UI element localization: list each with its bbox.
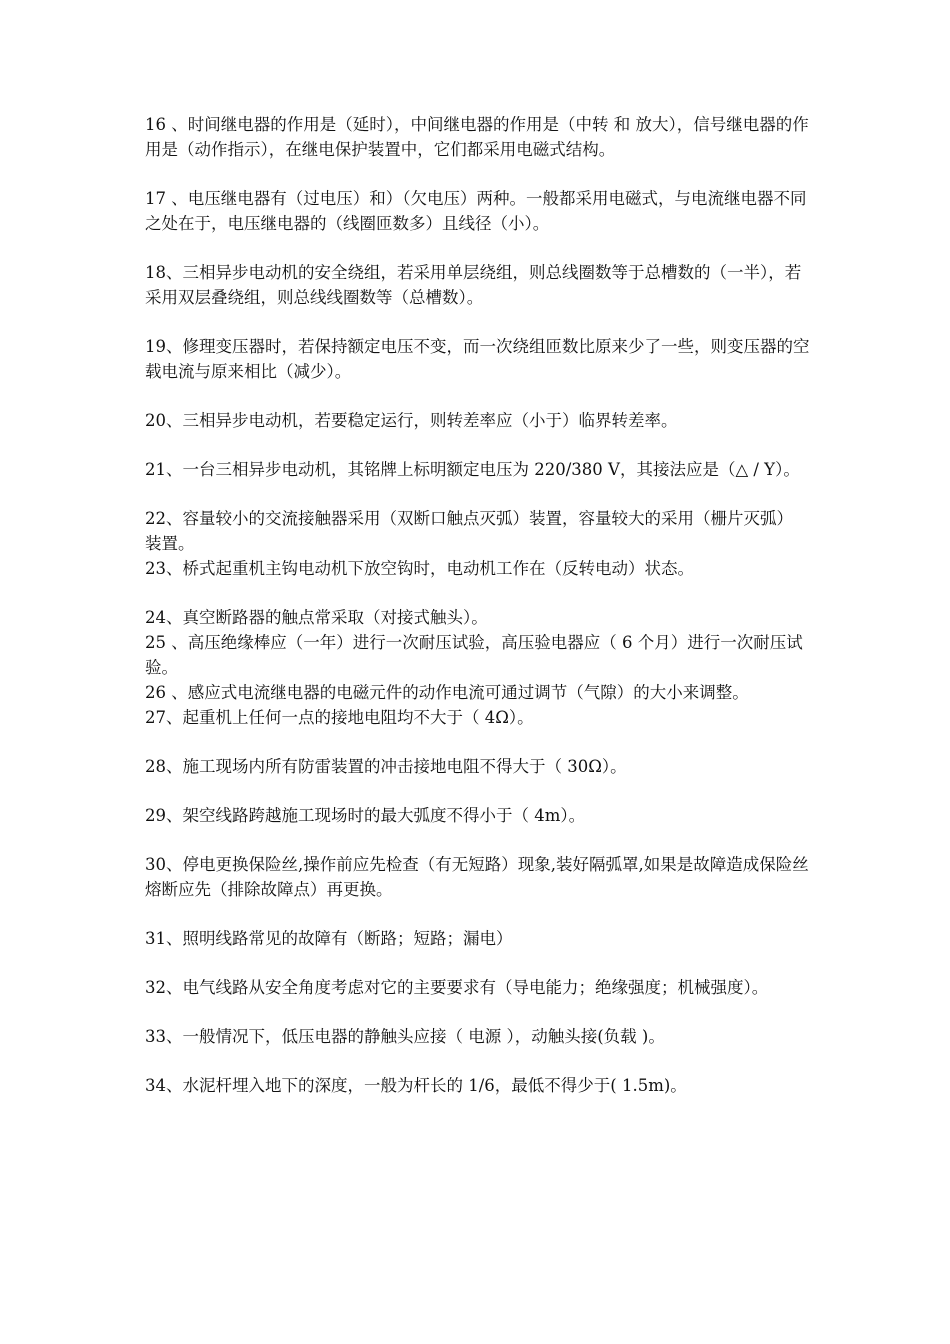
list-item-19: 19、修理变压器时，若保持额定电压不变，而一次绕组匝数比原来少了一些，则变压器的空载电流与原来相比（减少）。	[145, 337, 810, 381]
list-item-21: 21、一台三相异步电动机，其铭牌上标明额定电压为 220/380 V，其接法应是（△ / Y）。	[145, 460, 800, 479]
list-item-24: 24、真空断路器的触点常采取（对接式触头）。	[145, 608, 488, 627]
list-item-28: 28、施工现场内所有防雷装置的冲击接地电阻不得大于（ 30Ω）。	[145, 757, 627, 776]
list-item-23: 23、桥式起重机主钩电动机下放空钩时，电动机工作在（反转电动）状态。	[145, 559, 694, 578]
list-item-25: 25 、高压绝缘棒应（一年）进行一次耐压试验，高压验电器应（ 6 个月）进行一次耐压试验。	[145, 633, 803, 677]
list-item-29: 29、架空线路跨越施工现场时的最大弧度不得小于（ 4m）。	[145, 806, 586, 825]
list-item-18: 18、三相异步电动机的安全绕组，若采用单层绕组，则总线圈数等于总槽数的（一半），若采用双层叠绕组，则总线线圈数等（总槽数）。	[145, 263, 802, 307]
list-item-20: 20、三相异步电动机，若要稳定运行，则转差率应（小于）临界转差率。	[145, 411, 678, 430]
list-item-26: 26 、感应式电流继电器的电磁元件的动作电流可通过调节（气隙）的大小来调整。	[145, 683, 749, 702]
list-item-16: 16 、时间继电器的作用是（延时），中间继电器的作用是（中转 和 放大），信号继电器的作用是（动作指示），在继电保护装置中，它们都采用电磁式结构。	[145, 115, 809, 159]
list-item-30: 30、停电更换保险丝,操作前应先检查（有无短路）现象,装好隔弧罩,如果是故障造成保险丝熔断应先（排除故障点）再更换。	[145, 855, 809, 899]
list-item-22: 22、容量较小的交流接触器采用（双断口触点灭弧）装置，容量较大的采用（栅片灭弧） 装置。	[145, 509, 799, 553]
list-item-34: 34、水泥杆埋入地下的深度，一般为杆长的 1/6，最低不得少于( 1.5m)。	[145, 1076, 687, 1095]
document-body	[145, 112, 810, 1098]
list-item-33: 33、一般情况下，低压电器的静触头应接（ 电源 ），动触头接(负载 )。	[145, 1027, 665, 1046]
list-item-17: 17 、电压继电器有（过电压）和）（欠电压）两种。一般都采用电磁式，与电流继电器不同之处在于，电压继电器的（线圈匝数多）且线径（小）。	[145, 189, 807, 233]
list-item-32: 32、电气线路从安全角度考虑对它的主要要求有（导电能力；绝缘强度；机械强度）。	[145, 978, 769, 997]
list-item-31: 31、照明线路常见的故障有（断路；短路；漏电）	[145, 929, 513, 948]
list-item-27: 27、起重机上任何一点的接地电阻均不大于（ 4Ω）。	[145, 708, 534, 727]
